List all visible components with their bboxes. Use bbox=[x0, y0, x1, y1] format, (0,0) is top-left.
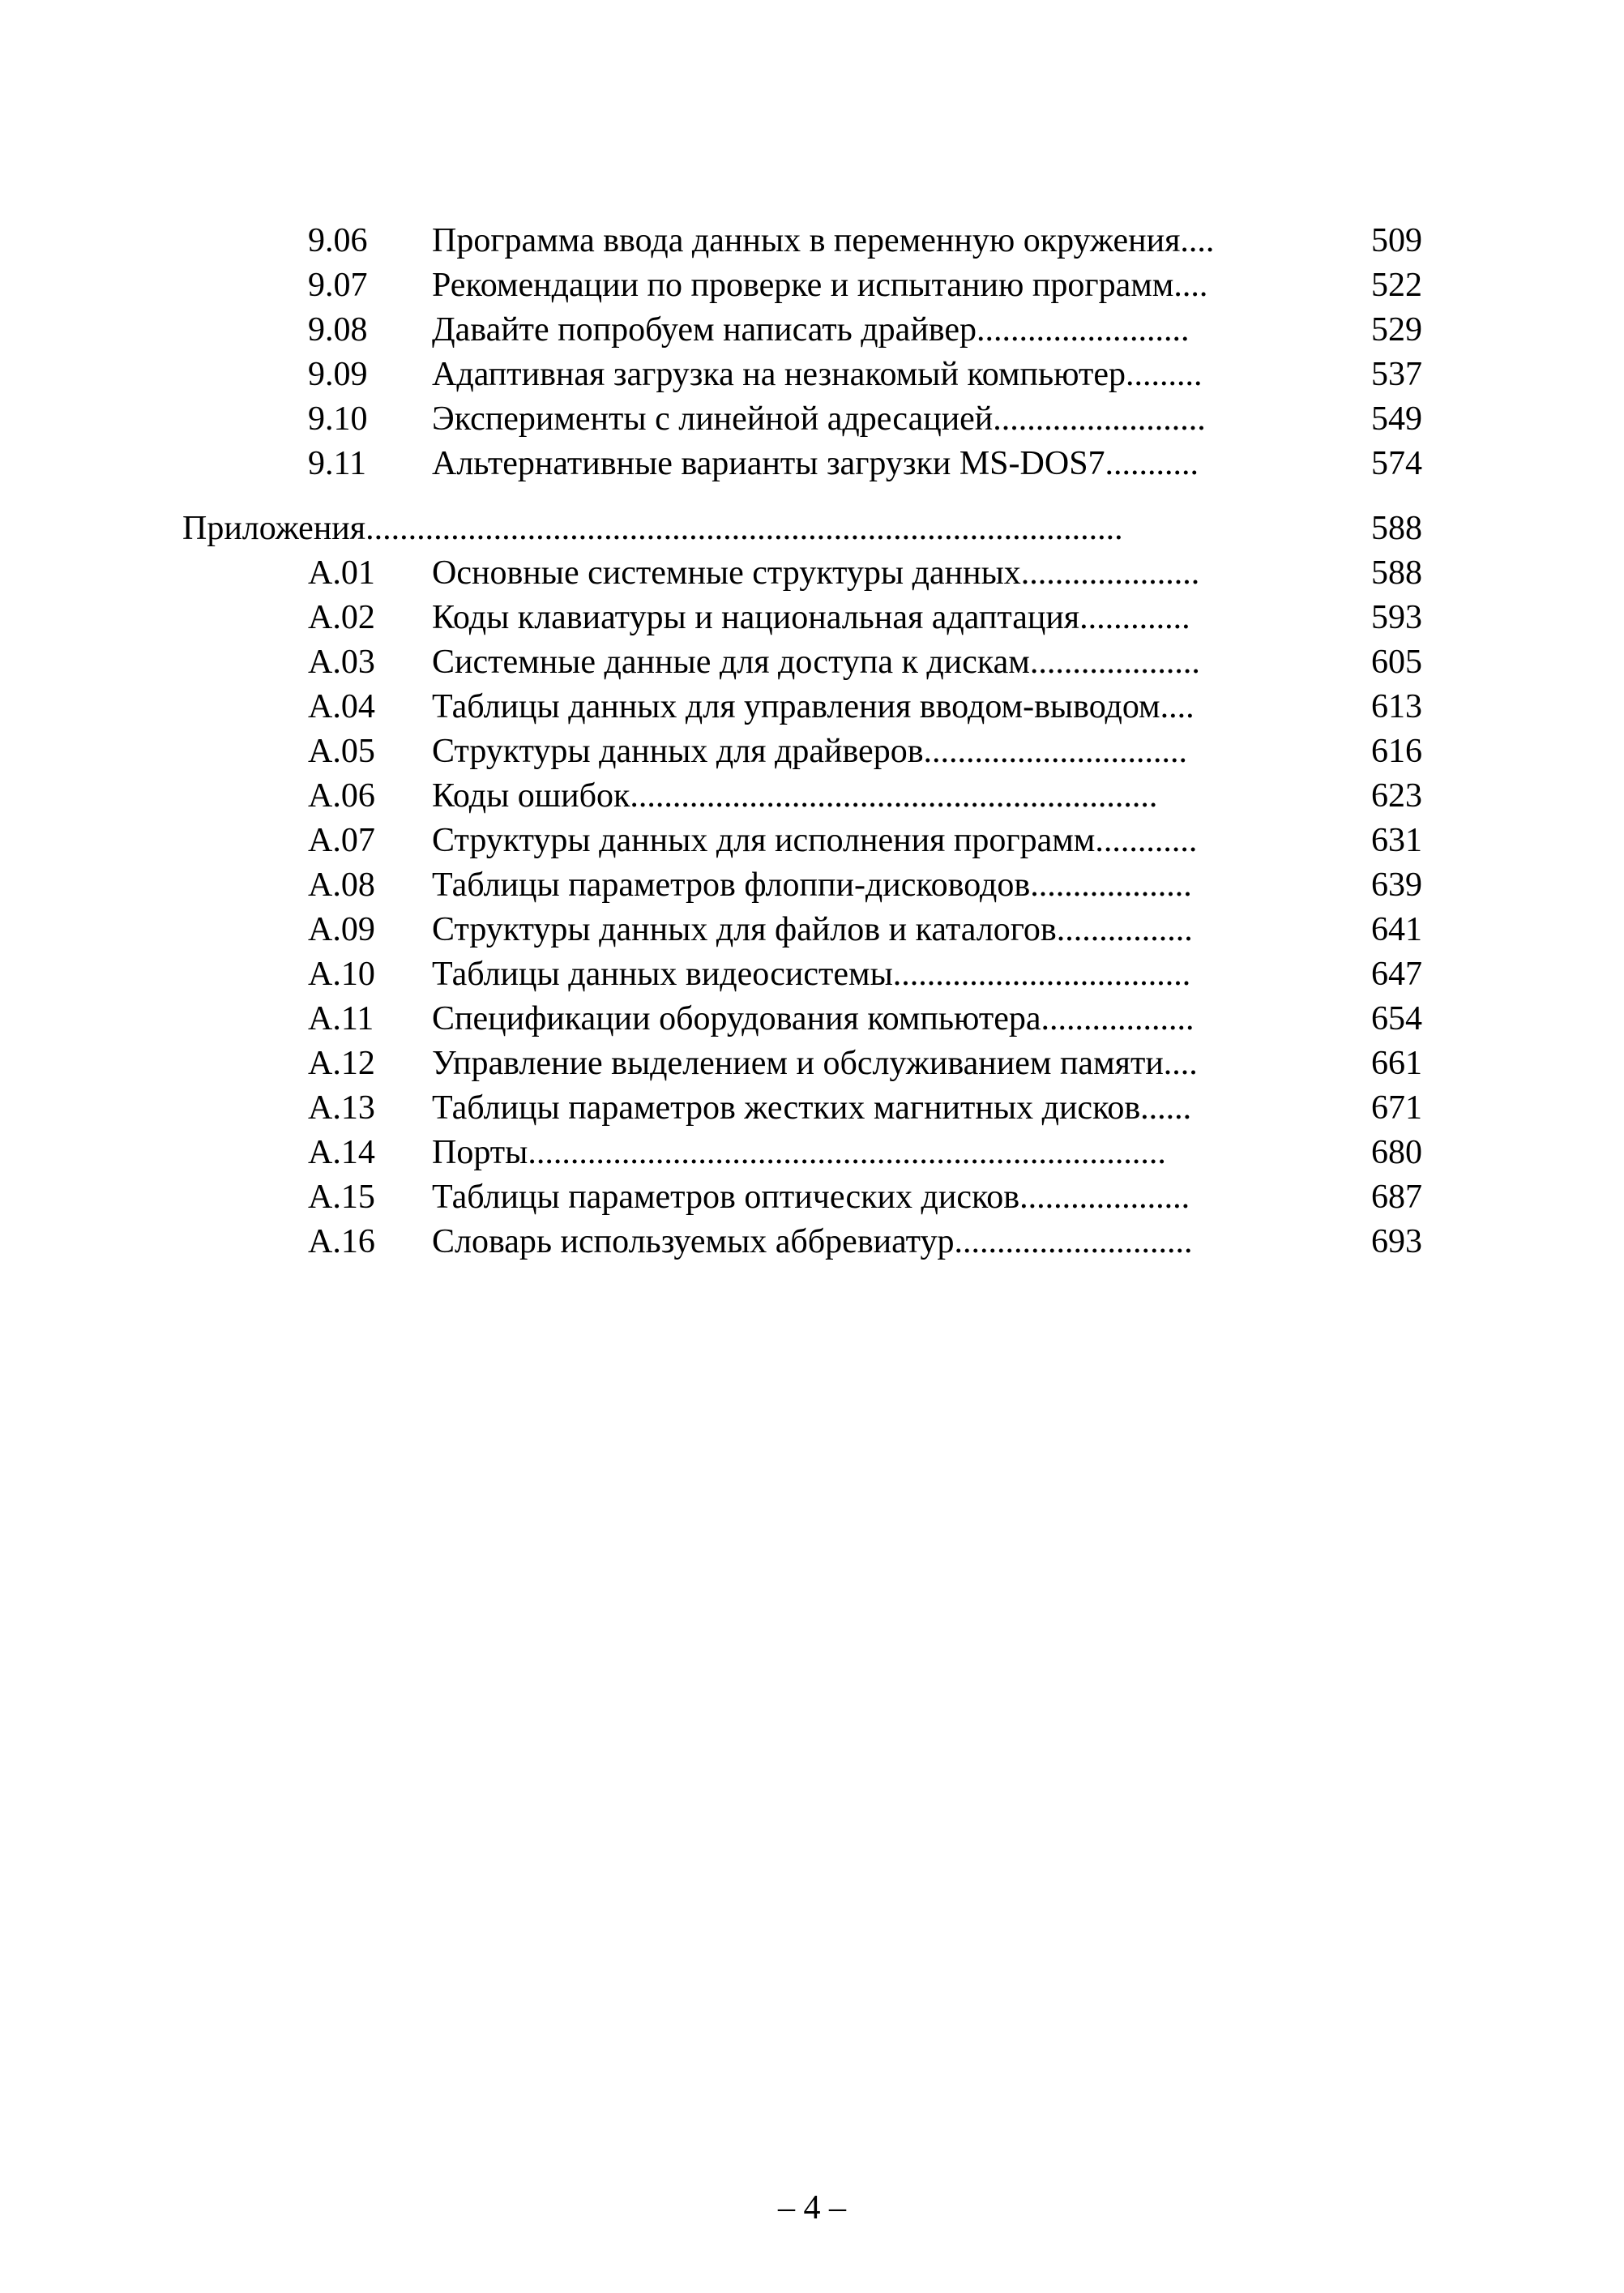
toc-entry-page: 687 bbox=[1371, 1179, 1422, 1216]
toc-entry-title: Словарь используемых аббревиатур............................ bbox=[432, 1223, 1193, 1260]
toc-entry-page: 641 bbox=[1371, 911, 1422, 948]
toc-entry-page: 605 bbox=[1371, 644, 1422, 681]
toc-entry-page: 522 bbox=[1371, 267, 1422, 304]
toc-entry-number: A.11 bbox=[308, 1000, 374, 1037]
toc-entry-title: Структуры данных для файлов и каталогов................ bbox=[432, 911, 1193, 948]
toc-entry-page: 529 bbox=[1371, 311, 1422, 349]
toc-entry-number: A.10 bbox=[308, 956, 375, 993]
toc-entry-number: A.03 bbox=[308, 644, 375, 681]
toc-entry bbox=[182, 640, 1447, 685]
toc-entry-page: 616 bbox=[1371, 733, 1422, 770]
toc-entry-number: A.08 bbox=[308, 866, 375, 904]
toc-entry-number: A.12 bbox=[308, 1045, 375, 1082]
toc-entry-page: 693 bbox=[1371, 1223, 1422, 1260]
toc-entry-page: 647 bbox=[1371, 956, 1422, 993]
toc-entry-number: A.13 bbox=[308, 1089, 375, 1127]
toc-entry-page: 588 bbox=[1371, 510, 1422, 547]
toc-entry-number: 9.08 bbox=[308, 311, 368, 349]
toc-entry-number: A.14 bbox=[308, 1134, 375, 1171]
toc-entry bbox=[182, 1131, 1447, 1175]
toc-entry-number: A.06 bbox=[308, 777, 375, 815]
toc-entry-number: A.07 bbox=[308, 822, 375, 859]
toc-entry bbox=[182, 819, 1447, 863]
toc-entry bbox=[182, 353, 1447, 397]
toc-entry-title: Управление выделением и обслуживанием памяти.... bbox=[432, 1045, 1198, 1082]
toc-entry bbox=[182, 219, 1447, 263]
toc-entry-title: Структуры данных для исполнения программ............ bbox=[432, 822, 1198, 859]
toc-entry-title: Таблицы данных для управления вводом-выводом.... bbox=[432, 688, 1194, 725]
toc-entry-page: 661 bbox=[1371, 1045, 1422, 1082]
toc-entry-title: Основные системные структуры данных..................... bbox=[432, 554, 1200, 592]
toc-entry bbox=[182, 1220, 1447, 1264]
toc-entry-page: 593 bbox=[1371, 599, 1422, 636]
toc-entry bbox=[182, 952, 1447, 997]
toc-entry-page: 639 bbox=[1371, 866, 1422, 904]
toc-section-title: Приложения......................................................................................... bbox=[182, 510, 1123, 547]
toc-entry-page: 623 bbox=[1371, 777, 1422, 815]
toc-section-heading bbox=[182, 507, 1447, 551]
page-number-footer: – 4 – bbox=[778, 2189, 846, 2227]
toc-entry bbox=[182, 442, 1447, 486]
toc-entry bbox=[182, 685, 1447, 729]
toc-entry bbox=[182, 397, 1447, 442]
toc-entry-number: A.16 bbox=[308, 1223, 375, 1260]
toc-entry bbox=[182, 596, 1447, 640]
toc-entry bbox=[182, 997, 1447, 1042]
toc-entry-title: Адаптивная загрузка на незнакомый компьютер......... bbox=[432, 356, 1203, 393]
toc-entry-number: A.09 bbox=[308, 911, 375, 948]
toc-entry-title: Альтернативные варианты загрузки MS-DOS7........... bbox=[432, 445, 1199, 482]
toc-entry-title: Порты........................................................................... bbox=[432, 1134, 1166, 1171]
toc-entry bbox=[182, 1042, 1447, 1086]
toc-entry-number: 9.10 bbox=[308, 400, 368, 438]
toc-entry-page: 654 bbox=[1371, 1000, 1422, 1037]
toc-entry bbox=[182, 1175, 1447, 1220]
toc-entry-number: 9.06 bbox=[308, 222, 368, 259]
toc-entry-number: 9.09 bbox=[308, 356, 368, 393]
toc-entry-page: 537 bbox=[1371, 356, 1422, 393]
toc-entry-title: Программа ввода данных в переменную окружения.... bbox=[432, 222, 1215, 259]
toc-entry-title: Коды клавиатуры и национальная адаптация............. bbox=[432, 599, 1190, 636]
toc-entry-number: A.01 bbox=[308, 554, 375, 592]
toc-entry-title: Эксперименты с линейной адресацией......................... bbox=[432, 400, 1206, 438]
toc-entry-title: Рекомендации по проверке и испытанию программ.... bbox=[432, 267, 1208, 304]
toc-entry bbox=[182, 308, 1447, 353]
toc-entry-title: Структуры данных для драйверов............................... bbox=[432, 733, 1188, 770]
toc-entry-page: 680 bbox=[1371, 1134, 1422, 1171]
toc-entry-page: 549 bbox=[1371, 400, 1422, 438]
toc-entry-number: A.05 bbox=[308, 733, 375, 770]
toc-entry bbox=[182, 863, 1447, 908]
toc-entry-page: 574 bbox=[1371, 445, 1422, 482]
toc-entry bbox=[182, 1086, 1447, 1131]
toc-entry-page: 671 bbox=[1371, 1089, 1422, 1127]
toc-entry bbox=[182, 774, 1447, 819]
toc-entry-title: Коды ошибок.............................................................. bbox=[432, 777, 1158, 815]
toc-entry-title: Таблицы данных видеосистемы................................... bbox=[432, 956, 1191, 993]
toc-entry-number: A.04 bbox=[308, 688, 375, 725]
toc-entry-page: 509 bbox=[1371, 222, 1422, 259]
toc-entry-number: A.02 bbox=[308, 599, 375, 636]
toc-entry bbox=[182, 908, 1447, 952]
toc-entry-number: 9.11 bbox=[308, 445, 366, 482]
toc-entry-number: 9.07 bbox=[308, 267, 368, 304]
table-of-contents bbox=[182, 219, 1447, 1264]
toc-entry-page: 613 bbox=[1371, 688, 1422, 725]
toc-entry-title: Давайте попробуем написать драйвер......................... bbox=[432, 311, 1190, 349]
toc-entry-title: Системные данные для доступа к дискам.................... bbox=[432, 644, 1200, 681]
toc-entry-title: Таблицы параметров жестких магнитных дисков...... bbox=[432, 1089, 1192, 1127]
toc-entry-title: Таблицы параметров флоппи-дисководов................... bbox=[432, 866, 1192, 904]
toc-entry-page: 588 bbox=[1371, 554, 1422, 592]
toc-entry-page: 631 bbox=[1371, 822, 1422, 859]
toc-entry-title: Спецификации оборудования компьютера.................. bbox=[432, 1000, 1194, 1037]
toc-entry bbox=[182, 551, 1447, 596]
toc-entry-number: A.15 bbox=[308, 1179, 375, 1216]
toc-entry bbox=[182, 263, 1447, 308]
toc-entry bbox=[182, 729, 1447, 774]
toc-entry-title: Таблицы параметров оптических дисков.................... bbox=[432, 1179, 1190, 1216]
